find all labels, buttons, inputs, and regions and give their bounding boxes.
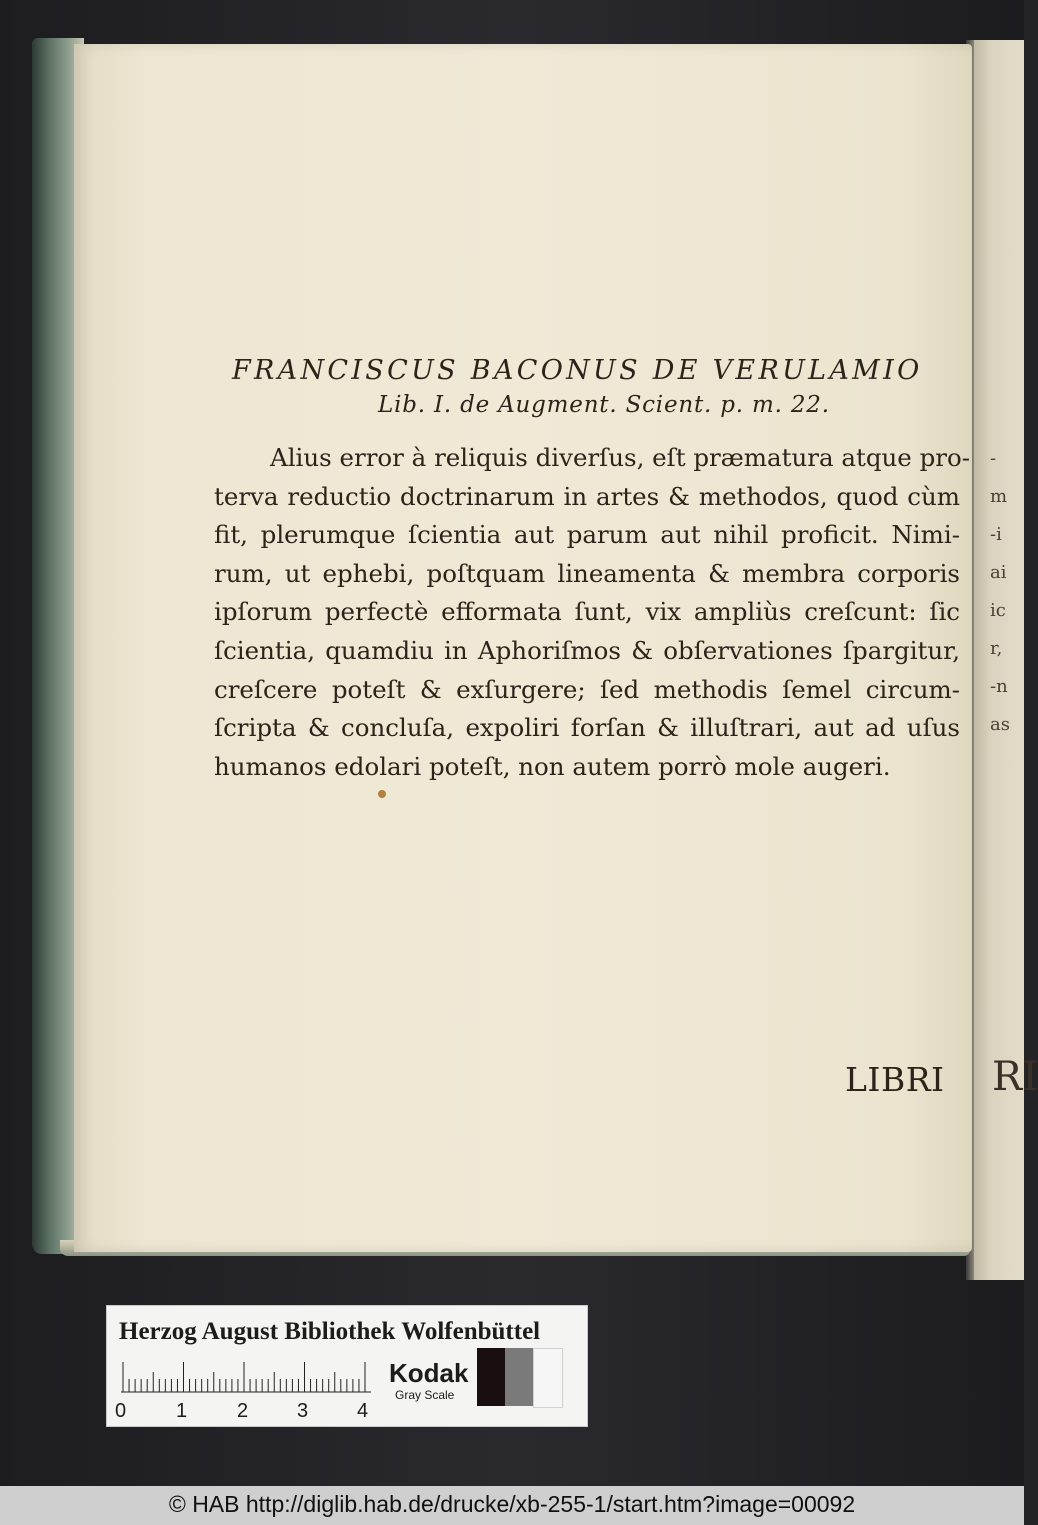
body-line: fit, plerumque ſcientia aut parum aut nihil proficit. Nimi-	[214, 520, 960, 550]
ruler-number: 4	[357, 1400, 369, 1422]
body-line: ſcientia, quamdiu in Aphoriſmos & obſervationes ſpargitur,	[214, 635, 960, 665]
next-page-catchword: RI	[992, 1054, 1038, 1100]
next-page-fragment: ic	[990, 600, 1006, 621]
next-page-fragment: m	[990, 486, 1008, 507]
copyright-url: © HAB http://diglib.hab.de/drucke/xb-255-1/start.htm?image=00092	[168, 1491, 856, 1517]
next-page-fragment: -	[990, 448, 997, 469]
color-calibration-card	[106, 1305, 588, 1427]
ruler-number: 1	[176, 1400, 188, 1422]
ruler-number: 2	[237, 1400, 249, 1422]
ruler-scale	[121, 1358, 371, 1394]
next-page-fragment: as	[990, 714, 1010, 735]
next-page-fragment: -n	[990, 676, 1008, 697]
kodak-logo: Kodak	[389, 1358, 469, 1388]
swatch-white	[533, 1348, 563, 1408]
ruler-number: 0	[115, 1400, 127, 1422]
body-line: ſcripta & concluſa, expoliri forſan & illuſtrari, aut ad uſus	[214, 713, 960, 743]
body-line: creſcere poteſt & exſurgere; ſed methodis ſemel circum-	[214, 674, 960, 704]
catchword: LIBRI	[845, 1060, 945, 1099]
body-line: ipſorum perfectè efformata ſunt, vix ampliùs creſcunt: ſic	[214, 597, 960, 627]
ruler-number: 3	[297, 1400, 309, 1422]
gray-scale-label: Gray Scale	[395, 1388, 455, 1402]
next-page-fragment: ai	[990, 562, 1007, 583]
ruler-numbers	[115, 1400, 375, 1424]
paper-stain	[378, 790, 386, 798]
swatch-gray	[505, 1348, 533, 1406]
next-page-fragment: -i	[990, 524, 1002, 545]
footer-bar	[0, 1486, 1024, 1525]
body-line: Alius error à reliquis diverſus, eſt præmatura atque pro-	[270, 443, 970, 472]
swatch-black	[477, 1348, 505, 1406]
next-page-fragments	[990, 440, 1024, 740]
body-paragraph	[214, 439, 970, 786]
card-title: Herzog August Bibliothek Wolfenbüttel	[119, 1318, 541, 1345]
body-line: humanos edolari poteſt, non autem porrò mole augeri.	[214, 751, 891, 781]
body-line: rum, ut ephebi, poſtquam lineamenta & membra corporis	[214, 558, 960, 588]
next-page-fragment: r,	[990, 638, 1003, 659]
body-line: terva reductio doctrinarum in artes & methodos, quod cùm	[214, 481, 960, 511]
heading-author: FRANCISCUS BACONUS DE VERULAMIO	[232, 355, 923, 386]
heading-source: Lib. I. de Augment. Scient. p. m. 22.	[378, 392, 830, 418]
